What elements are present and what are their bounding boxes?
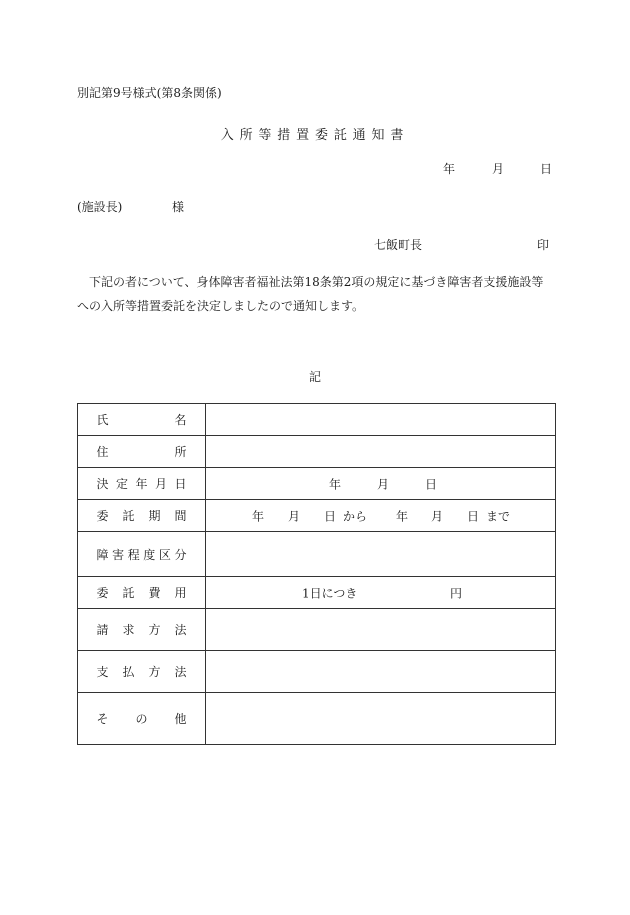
disability-level-value-cell [206,532,556,577]
payment-method-value-cell [206,651,556,693]
period-from: から [343,509,368,523]
decision-day: 日 [425,477,438,491]
notice-body: 下記の者について、身体障害者福祉法第18条第2項の規定に基づき障害者支援施設等への入所等措置委託を決定しましたので通知します。 [77,275,544,313]
disability-level-label: 障害程度区分 [96,547,187,562]
period-until: まで [486,509,511,523]
issuer-name: 七飯町長 [374,238,423,252]
period-value-cell [206,500,556,532]
table-row-billing-method [78,609,556,651]
table-row-name [78,404,556,436]
fee-per-day: 1日につき [302,586,358,600]
billing-method-label-cell [78,609,206,651]
other-label-cell [78,693,206,745]
decision-date-label-cell [78,468,206,500]
form-number: 別記第9号様式(第8条関係) [77,86,222,100]
period-year-1: 年 [252,509,265,523]
decision-year: 年 [329,477,342,491]
name-label: 氏名 [96,413,187,427]
period-day-2: 日 [467,509,480,523]
decision-month: 月 [377,477,390,491]
period-day-1: 日 [324,509,337,523]
address-label-cell [78,436,206,468]
details-table [77,403,556,745]
fee-yen: 円 [450,586,463,600]
billing-method-value-cell [206,609,556,651]
date-year-label: 年 [443,162,456,176]
period-label: 委託期間 [96,509,187,523]
period-year-2: 年 [396,509,409,523]
fee-label-cell [78,577,206,609]
addressee-label: (施設長) [77,200,123,214]
table-row-other [78,693,556,745]
addressee-honorific: 様 [172,200,185,214]
period-label-cell [78,500,206,532]
period-month-2: 月 [431,509,444,523]
other-value-cell [206,693,556,745]
payment-method-label-cell [78,651,206,693]
table-row-address [78,436,556,468]
disability-level-label-cell [78,532,206,577]
name-label-cell [78,404,206,436]
table-row-decision-date [78,468,556,500]
decision-date-value-cell [206,468,556,500]
billing-method-label: 請求方法 [96,623,187,637]
other-label: その他 [96,712,187,726]
name-value-cell [206,404,556,436]
period-month-1: 月 [288,509,301,523]
address-value-cell [206,436,556,468]
table-row-disability-level [78,532,556,577]
fee-value-cell [206,577,556,609]
date-day-label: 日 [540,162,553,176]
date-month-label: 月 [492,162,505,176]
seal-mark: 印 [537,238,550,252]
document-title: 入所等措置委託通知書 [220,128,410,143]
decision-date-label: 決定年月日 [96,477,187,491]
table-row-payment-method [78,651,556,693]
fee-label: 委託費用 [96,586,187,600]
payment-method-label: 支払方法 [96,665,187,679]
table-row-fee [78,577,556,609]
ki-heading: 記 [308,370,321,384]
address-label: 住所 [96,445,187,459]
table-row-period [78,500,556,532]
